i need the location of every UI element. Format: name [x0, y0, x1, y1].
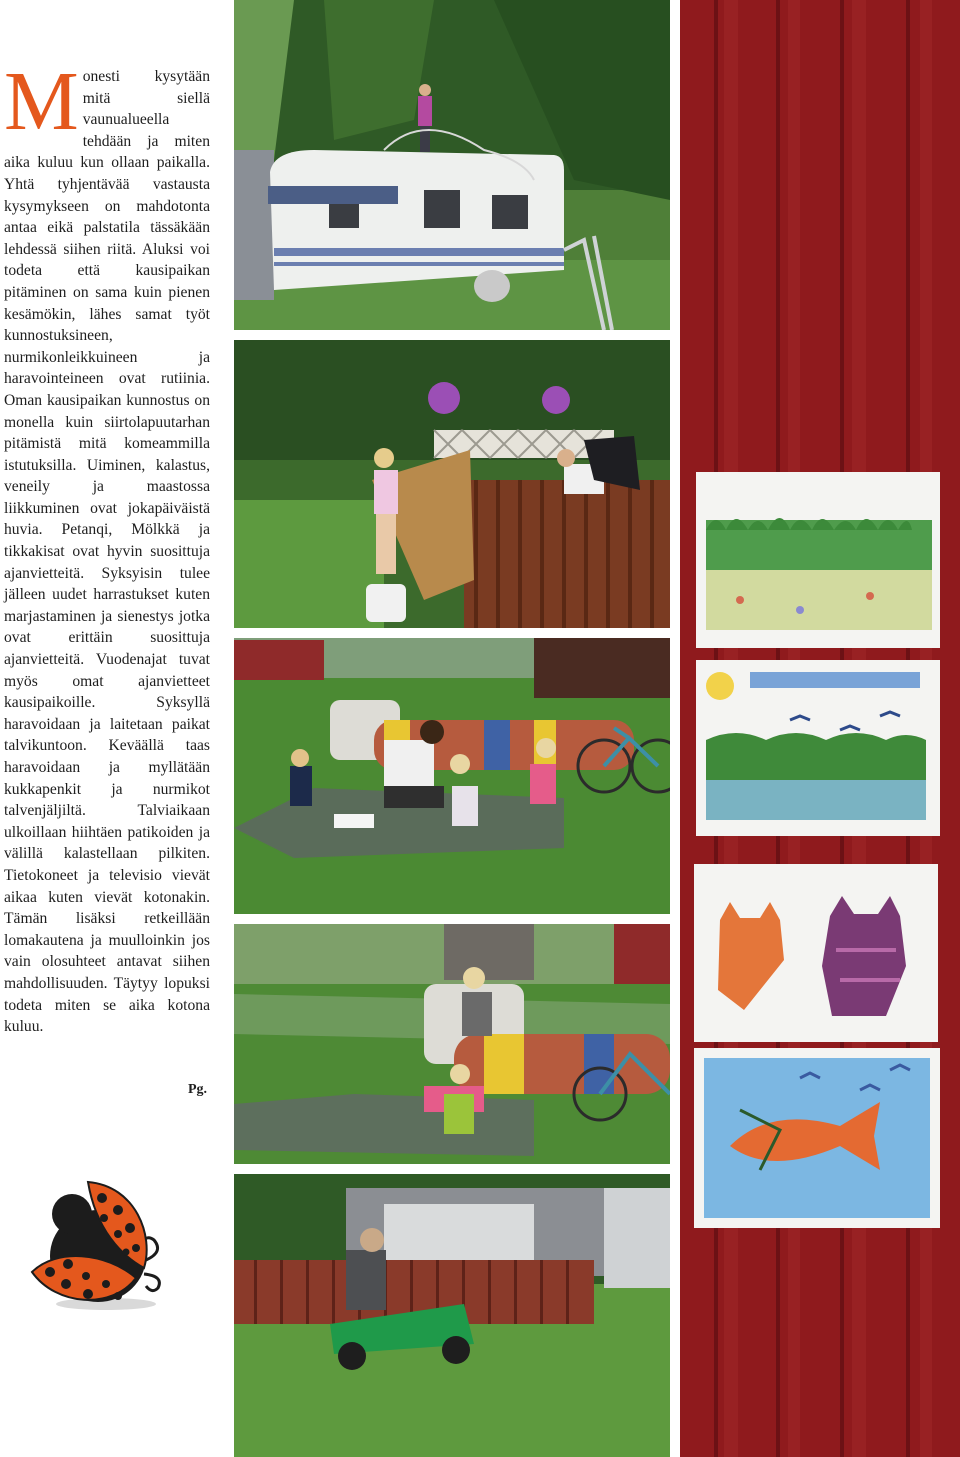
drawing-fish	[694, 1048, 940, 1228]
red-wall-with-drawings	[680, 0, 960, 1457]
drawing-forest	[696, 472, 940, 648]
photo-fence-painting	[234, 340, 670, 628]
ladybug-icon	[26, 1176, 176, 1316]
drawing-cats	[694, 864, 938, 1042]
author-signature: Pg.	[188, 1082, 208, 1097]
drawing-landscape	[696, 660, 940, 836]
photo-caravan-roof-cleaning	[234, 0, 670, 330]
article-body: onesti kysytään mitä siellä vaunualueella tehdään ja miten aika kuluu kun ollaan paikalla. Yhtä tyhjentävää vastausta kysymykseen on mahdotonta antaa eikä palstatila tässäkään lehdessä siihen riitä. Aluksi voi todeta että kausipaikan pitäminen on sama kuin pienen kesämökin, lähes samat työt kunnostuksineen, nurmikonleikkuineen ja haravointeineen ovat rutiinia. Oman kausipaikan kunnostus on monella kuin siirtolapuutarhan pitämistä mitä komeammilla istutuksilla. Uiminen, kalastus, veneily ja maastossa liikkuminen ovat jokapäiväistä huvia. Petanqi, Mölkkä ja tikkakisat ovat hyvin suosittuja ajanvietteitä. Syksyisin tulee jälleen uudet harrastukset kuten marjastaminen ja sienestys jotka ovat erittäin suosittuja ajanvietteitä. Vuodenajat tuvat myös omat ajanvietteet kausipaikoille. Syksyllä haravoidaan ja laitetaan paikat talvikuntoon. Keväällä taas haravoidaan ja myllätään kukkapenkit ja nurmikot talvenjäljiltä. Talviaikaan ulkoillaan hiihtäen patikoiden ja välillä kalastellaan pilkiten. Tietokoneet ja televisio vievät aikaa kuten vievät kotonakin. Tämän lisäksi retkeillään lomakautena ja muulloinkin jos vain olosuhteet antavat siihen mahdollisuuden. Täytyy lopuksi todeta miten se aika kotona kuluu.	[4, 68, 210, 1036]
photo-children-drawing	[234, 638, 670, 914]
photo-lawn-mowing	[234, 1174, 670, 1457]
photo-children-playing	[234, 924, 670, 1164]
dropcap-letter: M	[4, 55, 79, 148]
article-text	[4, 55, 210, 1038]
